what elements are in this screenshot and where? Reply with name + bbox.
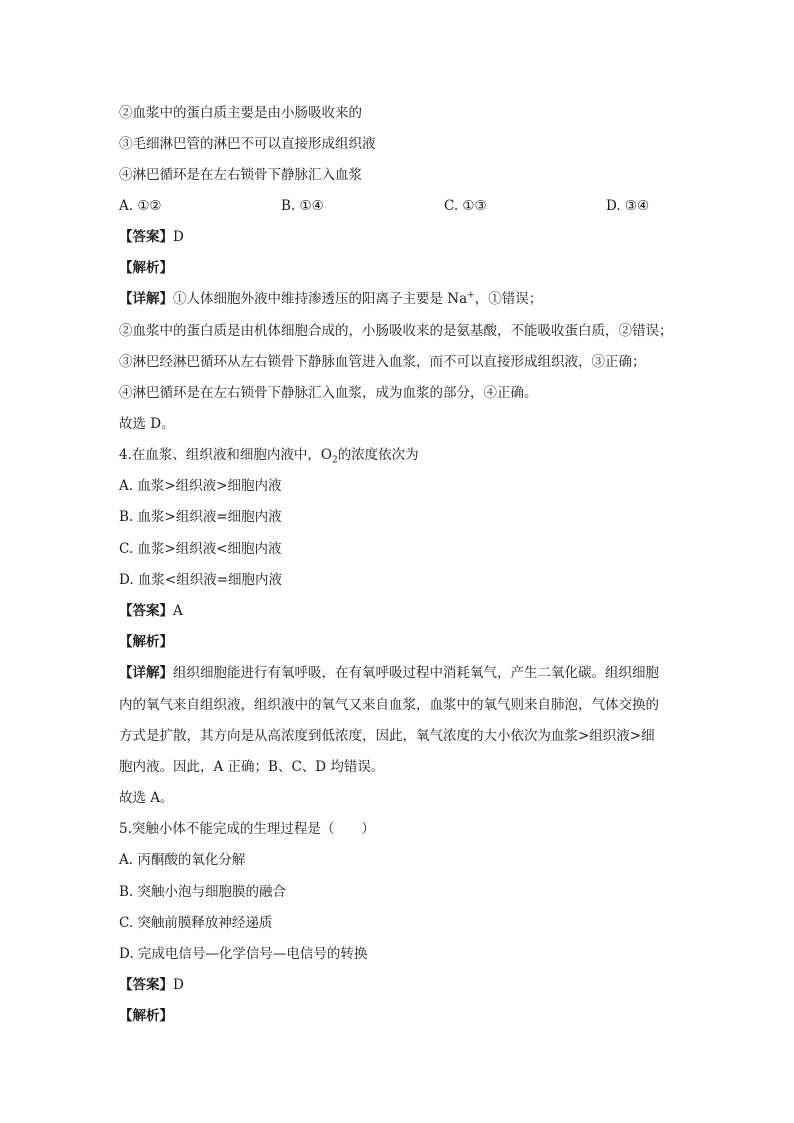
q5-stem: 5.突触小体不能完成的生理过程是（ ） (119, 821, 375, 837)
q3-statement-4: ④淋巴循环是在左右锁骨下静脉汇入血浆 (119, 167, 362, 183)
q5-option-b: B. 突触小泡与细胞膜的融合 (119, 884, 287, 900)
q3-conclusion: 故选 D。 (119, 416, 175, 432)
detail-text: ，①错误； (474, 291, 543, 307)
superscript: + (467, 290, 475, 301)
q5-option-d: D. 完成电信号—化学信号—电信号的转换 (119, 946, 368, 962)
q3-option-c: C. ①③ (444, 198, 487, 214)
q4-option-a: A. 血浆>组织液>细胞内液 (119, 478, 282, 494)
detail-text: 组织细胞能进行有氧呼吸，在有氧呼吸过程中消耗氧气，产生二氧化碳。组织细胞 (173, 665, 659, 681)
answer-value: A (173, 603, 183, 619)
answer-label: 【答案】 (119, 603, 173, 619)
detail-text: ①人体细胞外液中维持渗透压的阳离子主要是 Na (173, 291, 468, 307)
answer-label: 【答案】 (119, 977, 173, 993)
q3-answer (119, 228, 184, 246)
q4-detail-line-2: 内的氧气来自组织液，组织液中的氧气又来自血浆，血浆中的氧气则来自肺泡，气体交换的 (119, 697, 659, 713)
subscript: 2 (331, 455, 338, 466)
q5-analysis-label: 【解析】 (119, 1008, 173, 1024)
q4-detail-line-3: 方式是扩散，其方向是从高浓度到低浓度，因此，氧气浓度的大小依次为血浆>组织液>细 (119, 728, 655, 744)
q3-detail-4: ④淋巴循环是在左右锁骨下静脉汇入血浆，成为血浆的部分，④正确。 (119, 385, 538, 401)
detail-label: 【详解】 (119, 291, 173, 307)
q3-statement-2: ②血浆中的蛋白质主要是由小肠吸收来的 (119, 105, 362, 121)
q3-detail-1 (119, 290, 542, 308)
q3-detail-3: ③淋巴经淋巴循环从左右锁骨下静脉血管进入血浆，而不可以直接形成组织液，③正确； (119, 354, 646, 370)
answer-label: 【答案】 (119, 229, 173, 245)
q5-answer (119, 976, 184, 994)
detail-label: 【详解】 (119, 665, 173, 681)
q5-option-c: C. 突触前膜释放神经递质 (119, 915, 273, 931)
q3-option-d: D. ③④ (606, 198, 650, 214)
q4-conclusion: 故选 A。 (119, 790, 174, 806)
q3-statement-3: ③毛细淋巴管的淋巴不可以直接形成组织液 (119, 136, 376, 152)
q4-option-d: D. 血浆<组织液=细胞内液 (119, 572, 283, 588)
q5-option-a: A. 丙酮酸的氧化分解 (119, 852, 246, 868)
q4-stem-text: 的浓度依次为 (337, 447, 419, 463)
q4-detail-line-1 (119, 664, 659, 682)
answer-value: D (173, 977, 184, 993)
q4-answer (119, 602, 183, 620)
q3-detail-2: ②血浆中的蛋白质是由机体细胞合成的，小肠吸收来的是氨基酸，不能吸收蛋白质，②错误； (119, 323, 673, 339)
q4-option-c: C. 血浆>组织液<细胞内液 (119, 541, 282, 557)
q4-detail-line-4: 胞内液。因此，A 正确；B、C、D 均错误。 (119, 759, 385, 775)
q4-stem-text: 4.在血浆、组织液和细胞内液中，O (119, 447, 332, 463)
q4-option-b: B. 血浆>组织液=细胞内液 (119, 509, 282, 525)
q4-analysis-label: 【解析】 (119, 634, 173, 650)
q3-option-a: A. ①② (119, 198, 162, 214)
q4-stem (119, 446, 419, 464)
q3-option-b: B. ①④ (281, 198, 324, 214)
answer-value: D (173, 229, 184, 245)
q3-analysis-label: 【解析】 (119, 260, 173, 276)
